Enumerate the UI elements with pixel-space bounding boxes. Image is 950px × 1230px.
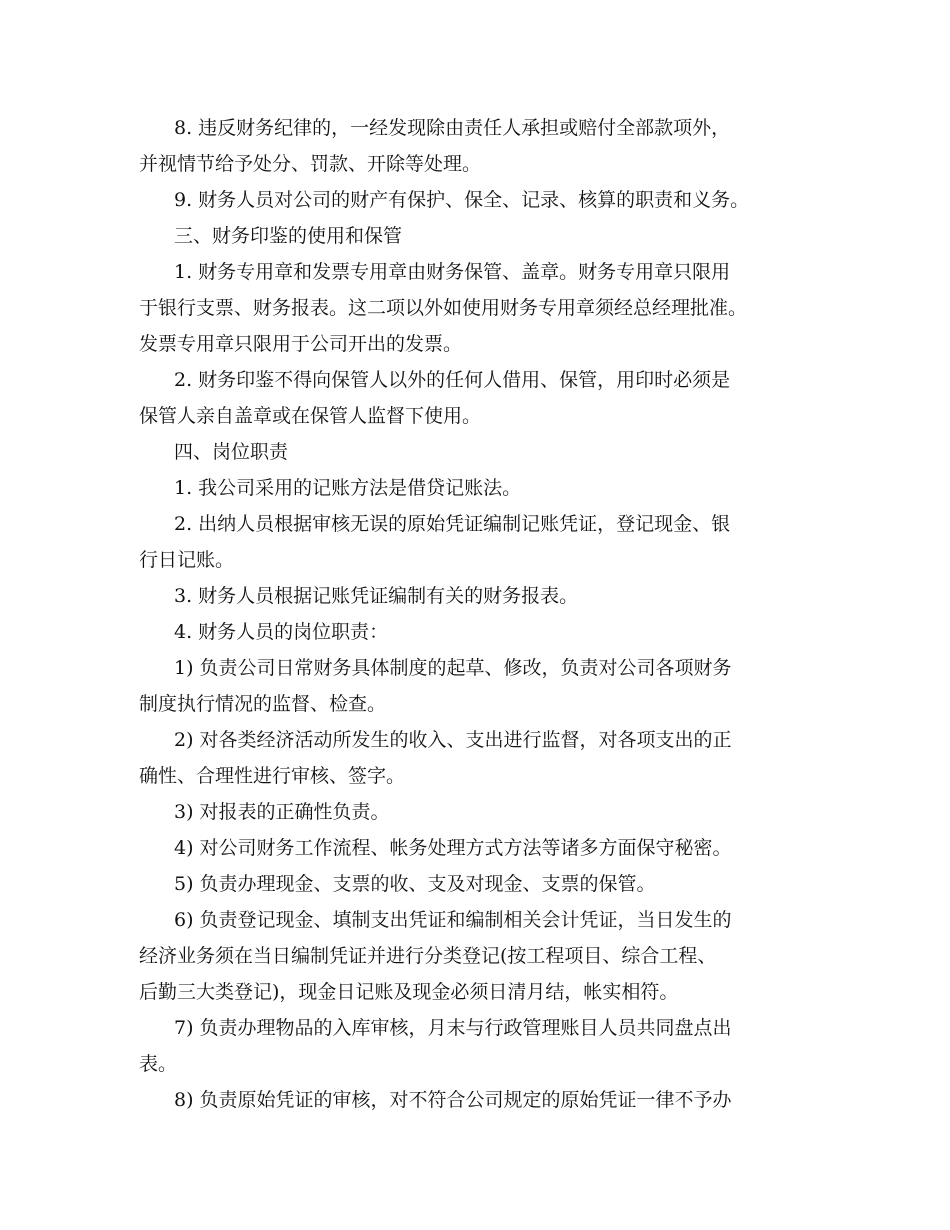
text-line: 确性、合理性进行审核、签字。	[139, 765, 406, 787]
text-line: 5) 负责办理现金、支票的收、支及对现金、支票的保管。	[174, 873, 656, 895]
paragraph-s3-1	[139, 254, 829, 362]
document-page	[139, 110, 829, 1118]
paragraph-d1	[139, 650, 829, 722]
paragraph-d8	[139, 1082, 829, 1118]
text-line: 8. 违反财务纪律的，一经发现除由责任人承担或赔付全部款项外，	[174, 117, 731, 139]
paragraph-s4-2	[139, 506, 829, 578]
text-line: 3. 财务人员根据记账凭证编制有关的财务报表。	[174, 585, 579, 607]
text-line: 四、岗位职责	[174, 441, 289, 463]
text-line: 7) 负责办理物品的入库审核，月末与行政管理账目人员共同盘点出	[174, 1017, 732, 1039]
text-line: 1) 负责公司日常财务具体制度的起草、修改，负责对公司各项财务	[174, 657, 732, 679]
text-line: 于银行支票、财务报表。这二项以外如使用财务专用章须经总经理批准。	[139, 297, 748, 319]
text-line: 2. 出纳人员根据审核无误的原始凭证编制记账凭证，登记现金、银	[174, 513, 731, 535]
text-line: 2. 财务印鉴不得向保管人以外的任何人借用、保管，用印时必须是	[174, 369, 731, 391]
text-line: 三、财务印鉴的使用和保管	[174, 225, 403, 247]
paragraph-s3-2	[139, 362, 829, 434]
paragraph-d6	[139, 902, 829, 1010]
text-line: 4. 财务人员的岗位职责：	[174, 621, 389, 643]
paragraph-d5	[139, 866, 829, 902]
text-line: 1. 财务专用章和发票专用章由财务保管、盖章。财务专用章只限用	[174, 261, 731, 283]
text-line: 经济业务须在当日编制凭证并进行分类登记(按工程项目、综合工程、	[139, 945, 717, 967]
text-line: 行日记账。	[139, 549, 235, 571]
text-line: 2) 对各类经济活动所发生的收入、支出进行监督，对各项支出的正	[174, 729, 732, 751]
paragraph-p9	[139, 182, 829, 218]
paragraph-p8	[139, 110, 829, 182]
text-line: 6) 负责登记现金、填制支出凭证和编制相关会计凭证，当日发生的	[174, 909, 732, 931]
text-line: 后勤三大类登记)，现金日记账及现金必须日清月结，帐实相符。	[139, 981, 679, 1003]
text-line: 发票专用章只限用于公司开出的发票。	[139, 333, 463, 355]
text-line: 并视情节给予处分、罚款、开除等处理。	[139, 153, 482, 175]
paragraph-s3	[139, 218, 829, 254]
text-line: 8) 负责原始凭证的审核，对不符合公司规定的原始凭证一律不予办	[174, 1089, 732, 1111]
text-line: 表。	[139, 1053, 178, 1075]
paragraph-s4-4	[139, 614, 829, 650]
paragraph-s4-1	[139, 470, 829, 506]
paragraph-s4-3	[139, 578, 829, 614]
text-line: 4) 对公司财务工作流程、帐务处理方式方法等诸多方面保守秘密。	[174, 837, 732, 859]
text-line: 保管人亲自盖章或在保管人监督下使用。	[139, 405, 482, 427]
paragraph-d4	[139, 830, 829, 866]
paragraph-s4	[139, 434, 829, 470]
text-line: 1. 我公司采用的记账方法是借贷记账法。	[174, 477, 522, 499]
paragraph-d7	[139, 1010, 829, 1082]
text-line: 制度执行情况的监督、检查。	[139, 693, 387, 715]
text-line: 3) 对报表的正确性负责。	[174, 801, 390, 823]
paragraph-d2	[139, 722, 829, 794]
paragraph-d3	[139, 794, 829, 830]
text-line: 9. 财务人员对公司的财产有保护、保全、记录、核算的职责和义务。	[174, 189, 750, 211]
